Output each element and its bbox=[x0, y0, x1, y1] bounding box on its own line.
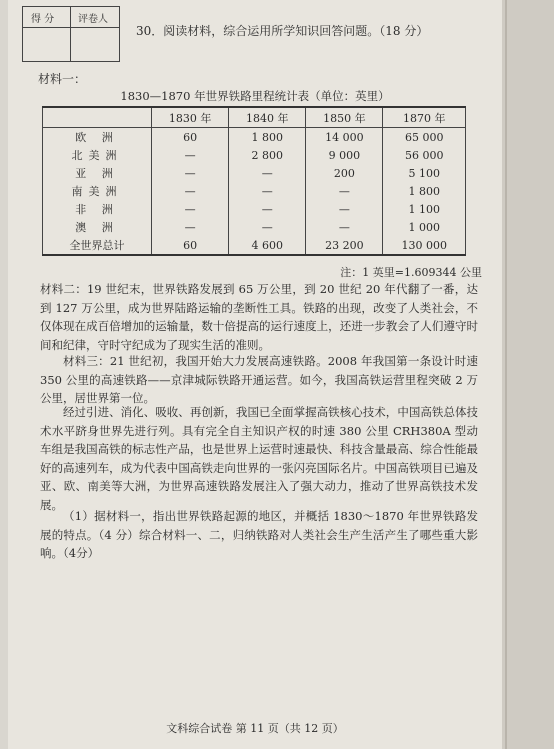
table-row bbox=[43, 128, 466, 147]
mileage-cell: — bbox=[229, 200, 306, 218]
mileage-cell: — bbox=[152, 218, 229, 236]
score-box bbox=[22, 6, 120, 62]
table-row bbox=[43, 164, 466, 182]
mileage-cell: — bbox=[152, 146, 229, 164]
region-cell: 非 洲 bbox=[43, 200, 152, 218]
material2-text: 材料二：19 世纪末，世界铁路发展到 65 万公里，到 20 世纪 20 年代翻了一番，达到 127 万公里，成为世界陆路运输的垄断性工具。铁路的出现，改变了人类社会，不仅体现在成百倍增加的运输量，数十倍提高的运行速度上，还进一步教会了人们遵守时间和纪律，守时守纪成为了现实生活的准则。 bbox=[40, 282, 478, 352]
mileage-cell: 14 000 bbox=[306, 128, 383, 147]
mileage-cell: 1 100 bbox=[383, 200, 466, 218]
mileage-cell: 130 000 bbox=[383, 236, 466, 255]
material3-text2: 经过引进、消化、吸收、再创新，我国已全面掌握高铁核心技术，中国高铁总体技术水平跻身世界先进行列。具有完全自主知识产权的时速 380 公里 CRH380A 型动车组是我国高铁的标志性产品，也是世界上运营时速最快、科技含量最高、综合性能最好的高速列车，成为代表中国高铁走向世界的一张闪亮国际名片。中国高铁项目已遍及亚、欧、南美等大洲，为世界高速铁路发展注入了强大动力，推动了世界高铁技术发展。 bbox=[40, 405, 478, 512]
mileage-cell: 4 600 bbox=[229, 236, 306, 255]
table-header-row bbox=[43, 107, 466, 128]
score-box-divider bbox=[70, 7, 71, 61]
table-title: 1830—1870 年世界铁路里程统计表（单位：英里） bbox=[120, 89, 390, 103]
mileage-cell: 56 000 bbox=[383, 146, 466, 164]
region-cell: 全世界总计 bbox=[43, 236, 152, 255]
sub-question-1: （1）据材料一，指出世界铁路起源的地区，并概括 1830～1870 年世界铁路发展的特点。（4 分）综合材料一、二，归纳铁路对人类社会生产生活产生了哪些重大影响。（4分） bbox=[40, 509, 478, 560]
material1-label: 材料一： bbox=[38, 72, 87, 86]
mileage-cell: 2 800 bbox=[229, 146, 306, 164]
grader-label: 评卷人 bbox=[78, 14, 108, 25]
table-header-cell: 1870 年 bbox=[383, 107, 466, 128]
mileage-cell: 1 800 bbox=[383, 182, 466, 200]
mileage-cell: — bbox=[229, 218, 306, 236]
region-cell: 亚 洲 bbox=[43, 164, 152, 182]
mileage-cell: 23 200 bbox=[306, 236, 383, 255]
mileage-cell: — bbox=[152, 164, 229, 182]
table-row bbox=[43, 236, 466, 255]
table-note: 注：1 英里=1.609344 公里 bbox=[340, 266, 482, 279]
mileage-cell: 60 bbox=[152, 128, 229, 147]
background-edge bbox=[502, 0, 554, 749]
score-label: 得 分 bbox=[31, 14, 55, 25]
table-row bbox=[43, 146, 466, 164]
region-cell: 澳 洲 bbox=[43, 218, 152, 236]
question-title: 30．阅读材料，综合运用所学知识回答问题。（18 分） bbox=[136, 24, 429, 38]
table-row bbox=[43, 182, 466, 200]
material3-text1: 材料三：21 世纪初，我国开始大力发展高速铁路。2008 年我国第一条设计时速 350 公里的高速铁路——京津城际铁路开通运营。如今，我国高铁运营里程突破 2 万公里，居世界第一位。 bbox=[40, 354, 478, 405]
region-cell: 欧 洲 bbox=[43, 128, 152, 147]
mileage-cell: 200 bbox=[306, 164, 383, 182]
mileage-cell: 60 bbox=[152, 236, 229, 255]
mileage-cell: 65 000 bbox=[383, 128, 466, 147]
mileage-cell: 9 000 bbox=[306, 146, 383, 164]
mileage-cell: — bbox=[152, 200, 229, 218]
table-row bbox=[43, 218, 466, 236]
mileage-cell: — bbox=[306, 200, 383, 218]
mileage-cell: — bbox=[306, 218, 383, 236]
exam-page bbox=[8, 0, 502, 749]
mileage-cell: — bbox=[306, 182, 383, 200]
region-cell: 北美洲 bbox=[43, 146, 152, 164]
mileage-cell: — bbox=[229, 182, 306, 200]
page-fold bbox=[505, 0, 507, 749]
table-header-cell: 1850 年 bbox=[306, 107, 383, 128]
table-header-cell: 1830 年 bbox=[152, 107, 229, 128]
mileage-cell: 1 800 bbox=[229, 128, 306, 147]
page-footer: 文科综合试卷 第 11 页（共 12 页） bbox=[166, 722, 344, 735]
mileage-cell: 5 100 bbox=[383, 164, 466, 182]
mileage-cell: 1 000 bbox=[383, 218, 466, 236]
region-cell: 南美洲 bbox=[43, 182, 152, 200]
table-header-cell: 1840 年 bbox=[229, 107, 306, 128]
table-header-cell bbox=[43, 107, 152, 128]
table-row bbox=[43, 200, 466, 218]
mileage-cell: — bbox=[152, 182, 229, 200]
railway-mileage-table bbox=[42, 106, 466, 256]
mileage-cell: — bbox=[229, 164, 306, 182]
